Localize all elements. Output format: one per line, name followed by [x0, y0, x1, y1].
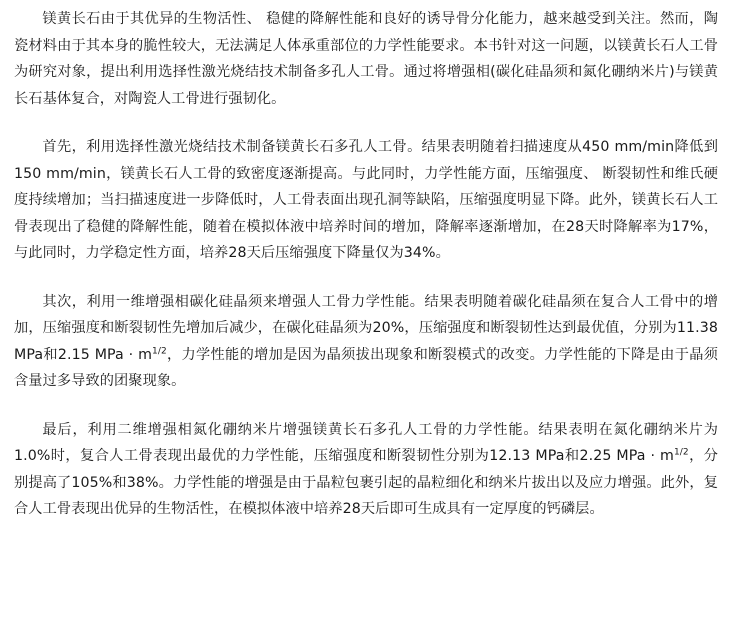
unit-exponent: 1/2	[673, 447, 689, 458]
paragraph-first: 首先，利用选择性激光烧结技术制备镁黄长石多孔人工骨。结果表明随着扫描速度从450 mm/min降低到150 mm/min，镁黄长石人工骨的致密度逐渐提高。与此同时，力学性能方面，压缩强度、 断裂韧性和维氏硬度持续增加；当扫描速度进一步降低时，人工骨表面出现孔洞等缺陷，压缩强度明显下降。此外，镁黄长石人工骨表现出了稳健的降解性能，随着在模拟体液中培养时间的增加，降解率逐渐增加，在28天时降解率为17%，与此同时，力学稳定性方面，培养28天后压缩强度下降量仅为34%。	[14, 139, 718, 261]
paragraph-second-text-cont: ，力学性能的增加是因为晶须拔出现象和断裂模式的改变。力学性能的下降是由于晶须含量过多导致的团聚现象。	[14, 346, 718, 389]
unit-exponent: 1/2	[152, 345, 167, 356]
paragraph-final-text-cont: ，分别提高了105%和38%。力学性能的增强是由于晶粒包裹引起的晶粒细化和纳米片拔出以及应力增强。此外，复合人工骨表现出优异的生物活性，在模拟体液中培养28天后即可生成具有一定厚度的钙磷层。	[14, 448, 718, 517]
paragraph-intro: 镁黄长石由于其优异的生物活性、 稳健的降解性能和良好的诱导骨分化能力，越来越受到关注。然而，陶瓷材料由于其本身的脆性较大，无法满足人体承重部位的力学性能要求。本书针对这一问题，以镁黄长石人工骨为研究对象，提出利用选择性激光烧结技术制备多孔人工骨。通过将增强相(碳化硅晶须和氮化硼纳米片)与镁黄长石基体复合，对陶瓷人工骨进行强韧化。	[14, 11, 718, 107]
paragraph-second	[14, 289, 718, 395]
paragraph-final-text: 最后，利用二维增强相氮化硼纳米片增强镁黄长石多孔人工骨的力学性能。结果表明在氮化硼纳米片为1.0%时，复合人工骨表现出最优的力学性能，压缩强度和断裂韧性分别为12.13 MPa和2.25 MPa · m	[14, 421, 718, 464]
paragraph-second-text: 其次，利用一维增强相碳化硅晶须来增强人工骨力学性能。结果表明随着碳化硅晶须在复合人工骨中的增加，压缩强度和断裂韧性先增加后减少，在碳化硅晶须为20%，压缩强度和断裂韧性达到最优值，分别为11.38 MPa和2.15 MPa · m	[14, 293, 718, 363]
document-body	[14, 6, 718, 545]
paragraph-final	[14, 417, 718, 523]
